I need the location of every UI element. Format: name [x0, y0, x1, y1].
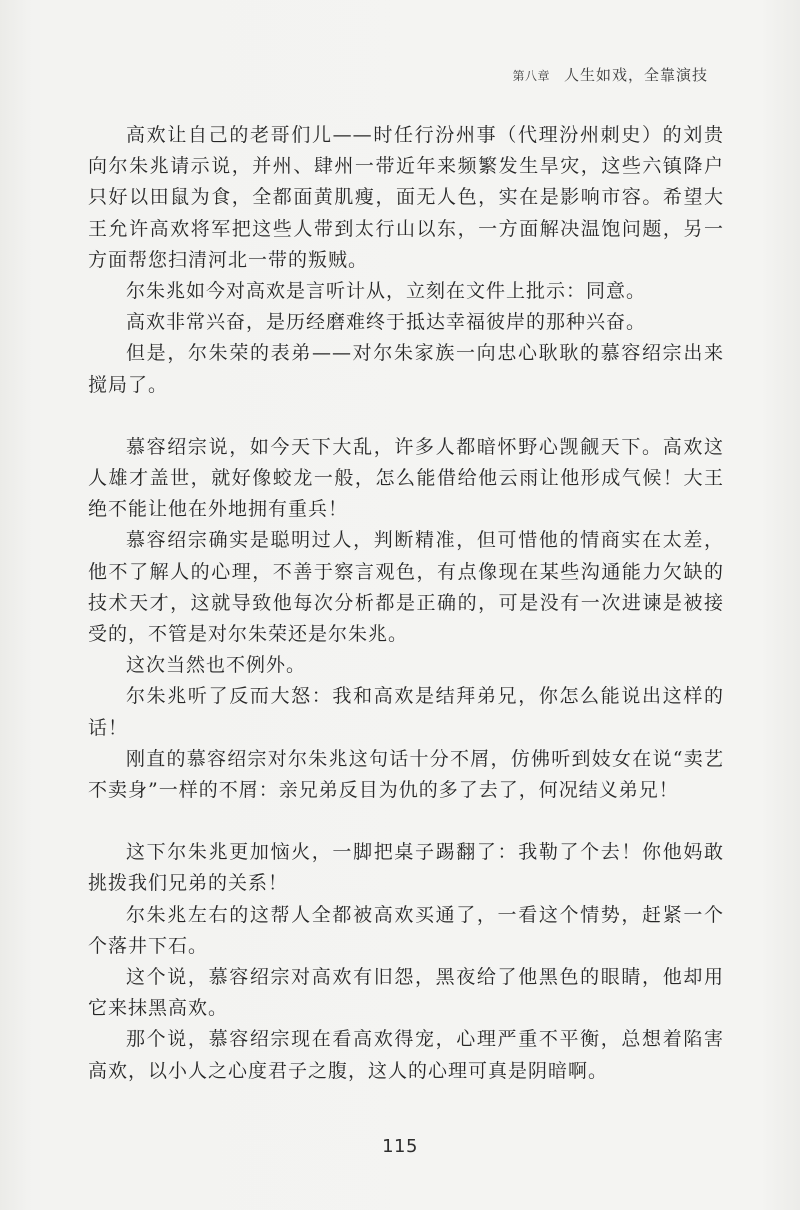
chapter-title: 人生如戏，全靠演技: [563, 66, 708, 84]
paragraph: 慕容绍宗确实是聪明过人，判断精准，但可惜他的情商实在太差，他不了解人的心理，不善于察言观色，有点像现在某些沟通能力欠缺的技术天才，这就导致他每次分析都是正确的，可是没有一次进谏是被接受的，不管是对尔朱荣还是尔朱兆。: [88, 529, 724, 646]
paragraph: 这次当然也不例外。: [126, 654, 307, 677]
paragraph: 这下尔朱兆更加恼火，一脚把桌子踢翻了：我勒了个去！你他妈敢挑拨我们兄弟的关系！: [88, 841, 724, 895]
paragraph: 高欢非常兴奋，是历经磨难终于抵达幸福彼岸的那种兴奋。: [126, 311, 647, 334]
paragraph: 尔朱兆如今对高欢是言听计从，立刻在文件上批示：同意。: [126, 280, 647, 303]
paragraph: 尔朱兆听了反而大怒：我和高欢是结拜弟兄，你怎么能说出这样的话！: [88, 685, 724, 739]
paragraph: 尔朱兆左右的这帮人全都被高欢买通了，一看这个情势，赶紧一个个落井下石。: [88, 903, 724, 957]
chapter-number: 第八章: [512, 69, 550, 83]
paragraph: 刚直的慕容绍宗对尔朱兆这句话十分不屑，仿佛听到妓女在说“卖艺不卖身”一样的不屑：亲兄弟反目为仇的多了去了，何况结义弟兄！: [88, 747, 724, 802]
running-header: [512, 64, 708, 85]
paragraph: 但是，尔朱荣的表弟——对尔朱家族一向忠心耿耿的慕容绍宗出来搅局了。: [88, 342, 724, 396]
paragraph: 那个说，慕容绍宗现在看高欢得宠，心理严重不平衡，总想着陷害高欢，以小人之心度君子之腹，这人的心理可真是阴暗啊。: [88, 1028, 724, 1082]
body-text: [88, 120, 724, 1087]
paragraph: 这个说，慕容绍宗对高欢有旧怨，黑夜给了他黑色的眼睛，他却用它来抹黑高欢。: [88, 966, 724, 1020]
paragraph: 高欢让自己的老哥们儿——时任行汾州事（代理汾州刺史）的刘贵向尔朱兆请示说，并州、肆州一带近年来频繁发生旱灾，这些六镇降户只好以田鼠为食，全都面黄肌瘦，面无人色，实在是影响市容。希望大王允许高欢将军把这些人带到太行山以东，一方面解决温饱问题，另一方面帮您扫清河北一带的叛贼。: [88, 124, 724, 271]
page-number: 115: [382, 1136, 418, 1157]
paragraph: 慕容绍宗说，如今天下大乱，许多人都暗怀野心觊觎天下。高欢这人雄才盖世，就好像蛟龙一般，怎么能借给他云雨让他形成气候！大王绝不能让他在外地拥有重兵！: [88, 435, 724, 521]
